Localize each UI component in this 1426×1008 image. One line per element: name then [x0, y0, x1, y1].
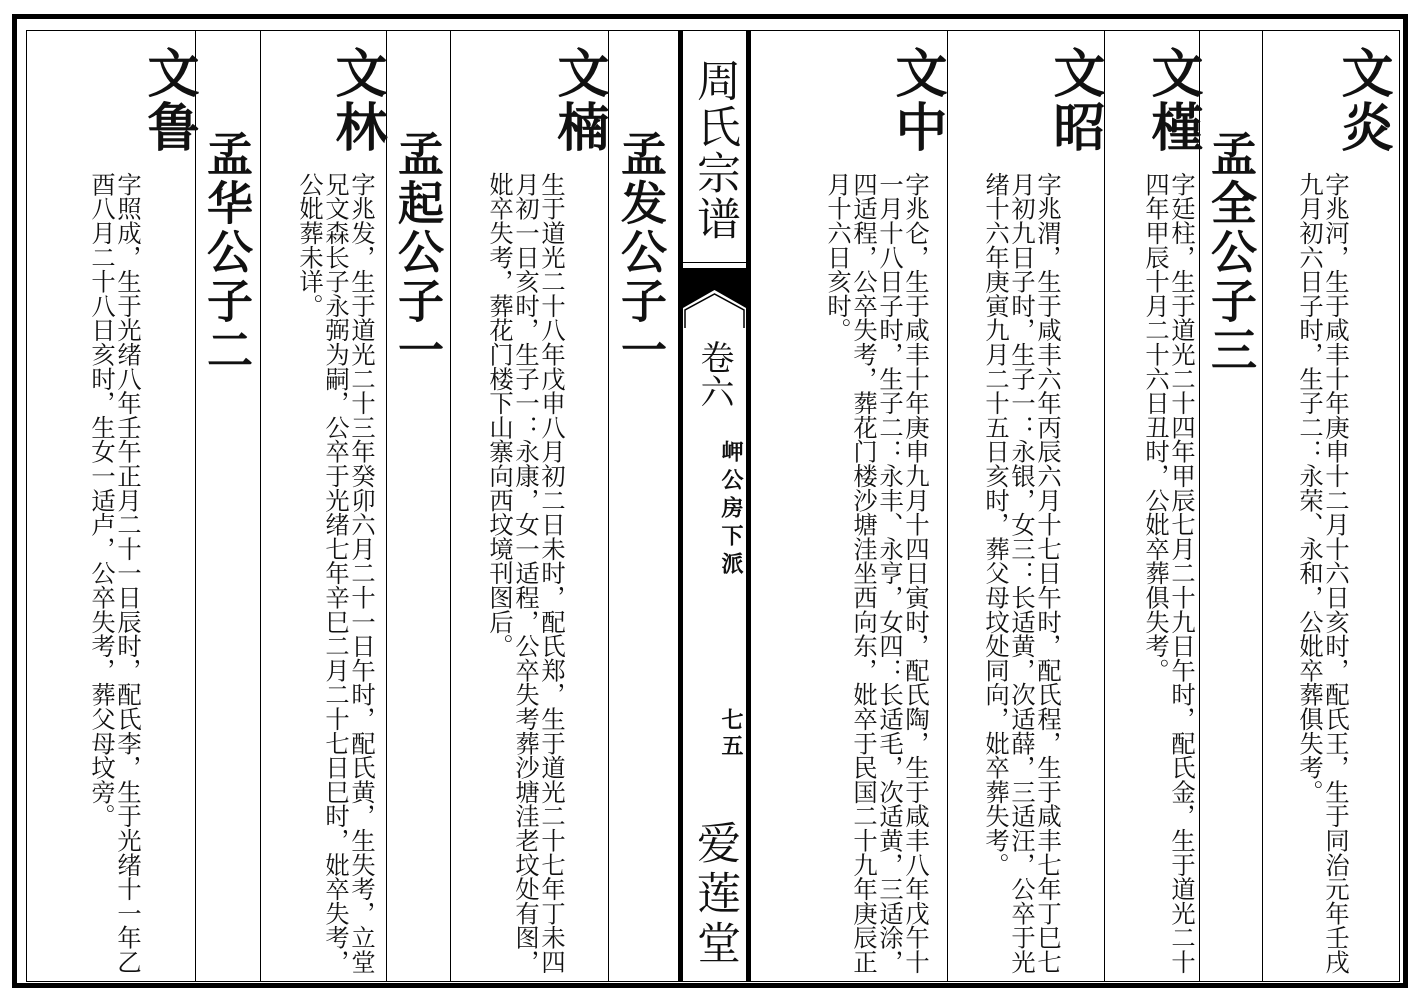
fishtail-ornament — [683, 268, 746, 330]
entry-name: 文炎 — [1332, 46, 1393, 154]
entry-name: 文林 — [326, 46, 387, 154]
section-heading: 孟全公子三 — [1204, 130, 1258, 375]
column-rule — [1199, 30, 1200, 982]
column-rule — [947, 30, 948, 982]
section-heading: 孟起公子一 — [391, 130, 445, 375]
entry-name: 文昭 — [1044, 46, 1105, 154]
entry-text: 字兆发，生于道光二十三年癸卯六月二十一日午时，配氏黄，生失考，立堂兄文森长子永弼为嗣，公卒于光绪七年辛巳二月二十七日巳时，妣卒失考，公妣葬未详。 — [295, 172, 376, 974]
column-rule — [386, 30, 387, 982]
spine-divider — [683, 262, 746, 263]
spine-branch: 岬公房下派 — [718, 440, 744, 580]
entry-text: 字照成，生于光绪八年壬午正月二十一日辰时，配氏李，生于光绪十一年乙酉八月二十八日亥时，生女一适卢，公卒失考，葬父母坟旁。 — [87, 172, 142, 974]
column-rule — [260, 30, 261, 982]
entry-name: 文楠 — [548, 46, 609, 154]
entry-name: 文鲁 — [138, 46, 199, 154]
spine-hall-name: 爱莲堂 — [689, 820, 740, 970]
column-rule — [608, 30, 609, 982]
entry-text: 字廷柱，生于道光二十四年甲辰七月二十九日午时，配氏金，生于道光二十四年甲辰十月二十六日丑时，公妣卒葬俱失考。 — [1141, 172, 1196, 974]
entry-text: 字兆仑，生于咸丰十年庚申九月十四日寅时，配氏陶，生于咸丰八年戊午十一月十八日子时，生子二：永丰、永亨，女四：长适毛，次适黄，三适涂，四适程，公卒失考，葬花门楼沙塘洼坐西向东，妣卒于民国二十九年庚辰正月十六日亥时。 — [823, 172, 930, 974]
entry-text: 生于道光二十八年戊申八月初二日未时，配氏郑，生于道光二十七年丁未四月初一日亥时，生子一：永康，女一适程，公卒失考葬沙塘洼老坟处有图，妣卒失考，葬花门楼下山寨向西坟境刊图后。 — [485, 172, 566, 974]
spine-volume: 卷六 — [694, 340, 734, 408]
spine-border-left — [678, 30, 683, 982]
column-rule — [450, 30, 451, 982]
column-rule — [1262, 30, 1263, 982]
entry-name: 文槿 — [1142, 46, 1203, 154]
section-heading: 孟发公子一 — [614, 130, 668, 375]
entry-text: 字兆河，生于咸丰十年庚申十二月十六日亥时，配氏王，生于同治元年壬戌九月初六日子时，生子二：永荣、永和，公妣卒葬俱失考。 — [1295, 172, 1350, 974]
section-heading: 孟华公子二 — [200, 130, 254, 375]
spine-border-right — [746, 30, 751, 982]
spine-title: 周氏宗谱 — [689, 58, 740, 242]
column-rule — [195, 30, 196, 982]
entry-text: 字兆渭，生于咸丰六年丙辰六月十七日午时，配氏程，生于咸丰七年丁巳七月初九日子时，生子一：永银，女三：长适黄，次适薛，三适汪，公卒于光绪十六年庚寅九月二十五日亥时，葬父母坟处同向，妣卒葬失考。 — [981, 172, 1062, 974]
spine-page-number: 七五 — [718, 708, 744, 760]
column-rule — [1104, 30, 1105, 982]
entry-name: 文中 — [886, 46, 947, 154]
